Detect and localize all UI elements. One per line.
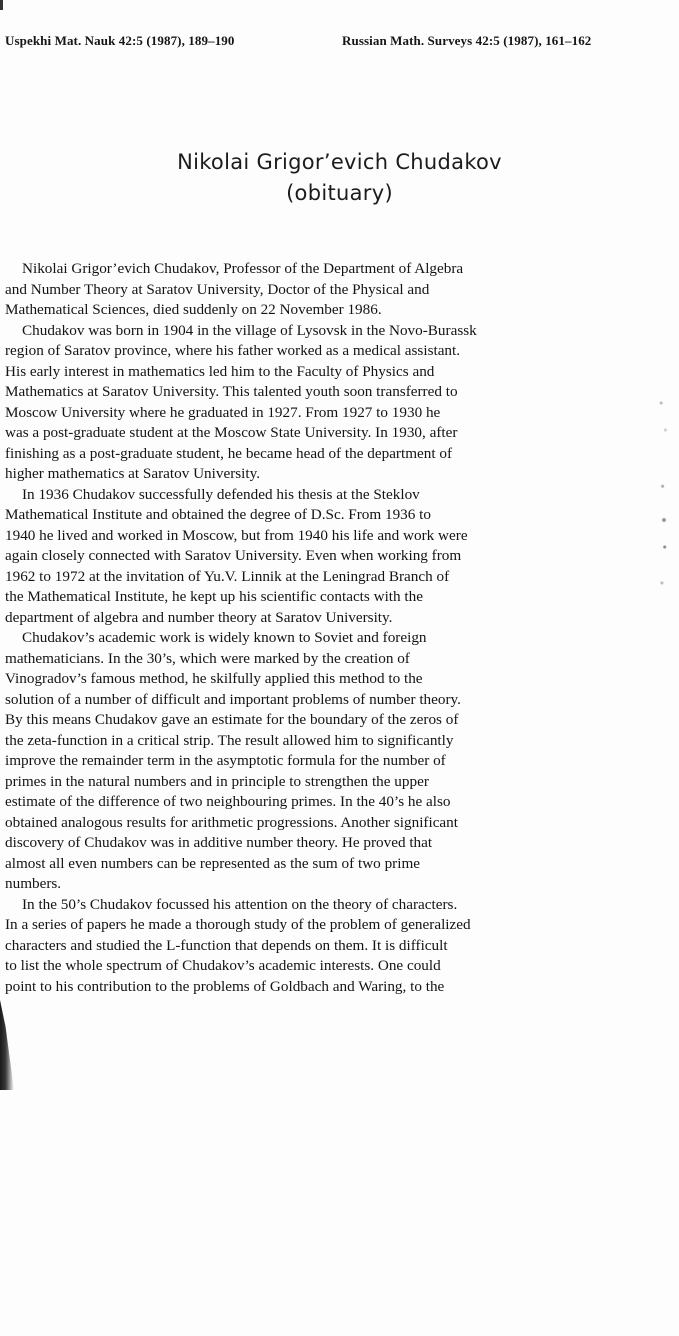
running-head-left: Uspekhi Mat. Nauk 42:5 (1987), 189–190 [5, 33, 235, 48]
body-line: In the 50’s Chudakov focussed his attention on the theory of characters. [22, 895, 458, 913]
body-line: obtained analogous results for arithmetic progressions. Another significant [5, 813, 458, 831]
body-line: Mathematical Sciences, died suddenly on 22 November 1986. [5, 301, 382, 318]
body-line: almost all even numbers can be represented as the sum of two prime [5, 854, 420, 872]
body-line: In 1936 Chudakov successfully defended his thesis at the Steklov [22, 485, 420, 503]
body-line: estimate of the difference of two neighbouring primes. In the 40’s he also [5, 793, 451, 810]
scan-edge-mark [0, 0, 3, 10]
body-line: mathematicians. In the 30’s, which were marked by the creation of [5, 649, 410, 667]
body-line: again closely connected with Saratov University. Even when working from [5, 547, 462, 564]
body-line: His early interest in mathematics led him to the Faculty of Physics and [5, 362, 435, 380]
body-line: numbers. [5, 875, 62, 892]
body-line: and Number Theory at Saratov University, Doctor of the Physical and [5, 280, 430, 298]
article-body [5, 259, 595, 997]
body-line: finishing as a post-graduate student, he became head of the department of [5, 444, 453, 462]
scan-binding-shadow [0, 1000, 14, 1090]
body-line: Chudakov was born in 1904 in the village of Lysovsk in the Novo-Burassk [22, 321, 477, 339]
body-line: Vinogradov’s famous method, he skilfully applied this method to the [5, 670, 423, 687]
body-line: 1940 he lived and worked in Moscow, but from 1940 his life and work were [5, 526, 468, 544]
body-line: Nikolai Grigor’evich Chudakov, Professor of the Department of Algebra [22, 260, 464, 277]
body-line: Moscow University where he graduated in 1927. From 1927 to 1930 he [5, 403, 441, 421]
body-line: improve the remainder term in the asymptotic formula for the number of [5, 752, 446, 769]
running-head-right: Russian Math. Surveys 42:5 (1987), 161–162 [342, 33, 592, 48]
body-line: to list the whole spectrum of Chudakov’s academic interests. One could [5, 957, 441, 974]
body-line: characters and studied the L-function that depends on them. It is difficult [5, 936, 448, 954]
body-line: 1962 to 1972 at the invitation of Yu.V. Linnik at the Leningrad Branch of [5, 567, 450, 585]
body-line: discovery of Chudakov was in additive number theory. He proved that [5, 834, 433, 851]
body-line: Mathematical Institute and obtained the degree of D.Sc. From 1936 to [5, 506, 431, 523]
body-line: solution of a number of difficult and important problems of number theory. [5, 690, 461, 708]
body-line: primes in the natural numbers and in principle to strengthen the upper [5, 772, 429, 790]
body-line: In a series of papers he made a thorough study of the problem of generalized [5, 916, 471, 933]
body-line: point to his contribution to the problems of Goldbach and Waring, to the [5, 977, 445, 995]
body-line: Chudakov’s academic work is widely known to Soviet and foreign [22, 629, 427, 646]
body-line: higher mathematics at Saratov University. [5, 465, 261, 482]
article-title: Nikolai Grigor’evich Chudakov [177, 150, 502, 174]
body-line: the zeta-function in a critical strip. The result allowed him to significantly [5, 731, 454, 749]
scan-speckle-mark [657, 385, 671, 610]
body-line: the Mathematical Institute, he kept up his scientific contacts with the [5, 588, 423, 605]
article-subtitle: (obituary) [286, 181, 393, 205]
body-line: region of Saratov province, where his father worked as a medical assistant. [5, 342, 461, 359]
body-line: Mathematics at Saratov University. This talented youth soon transferred to [5, 383, 458, 400]
body-line: department of algebra and number theory at Saratov University. [5, 608, 393, 626]
body-line: By this means Chudakov gave an estimate for the boundary of the zeros of [5, 711, 459, 728]
body-line: was a post-graduate student at the Moscow State University. In 1930, after [5, 424, 458, 441]
